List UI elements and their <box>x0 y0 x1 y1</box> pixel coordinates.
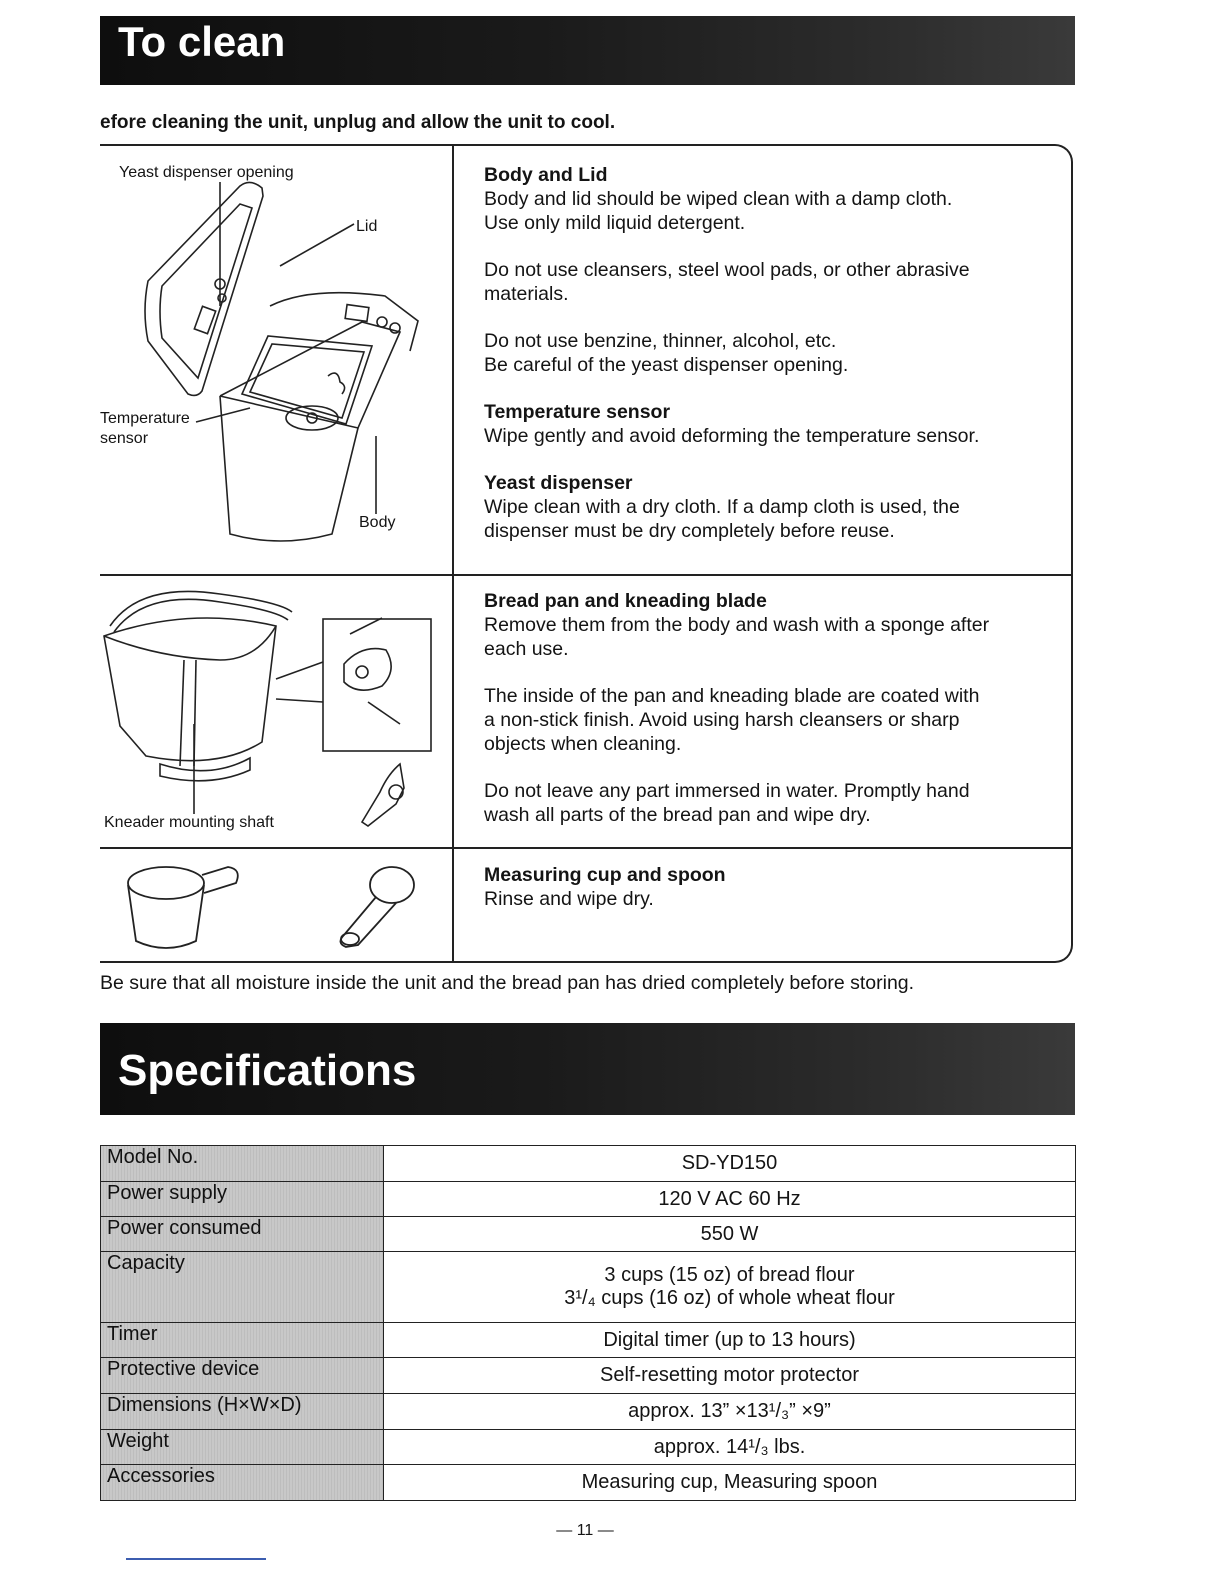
spec-label: Model No. <box>101 1146 384 1182</box>
yeast-dispenser-text: Wipe clean with a dry cloth. If a damp cloth is used, the <box>484 496 960 518</box>
capacity-wheat-flour: 3¹/₄ cups (16 oz) of whole wheat flour <box>564 1287 895 1309</box>
body-lid-text: Use only mild liquid detergent. <box>484 212 746 234</box>
cleaning-table <box>100 144 1073 963</box>
spec-row-model <box>101 1146 1076 1182</box>
body-and-lid-heading: Body and Lid <box>484 164 608 186</box>
temperature-sensor-text: Wipe gently and avoid deforming the temperature sensor. <box>484 425 980 447</box>
spec-label: Accessories <box>101 1465 384 1501</box>
spec-value: 550 W <box>384 1217 1076 1252</box>
spec-label: Protective device <box>101 1358 384 1394</box>
spec-row-capacity <box>101 1252 1076 1323</box>
specifications-table <box>100 1145 1076 1501</box>
spec-label: Weight <box>101 1430 384 1465</box>
bread-pan-text: a non-stick finish. Avoid using harsh cleansers or sharp <box>484 709 960 731</box>
body-label: Body <box>359 514 396 531</box>
bread-machine-illustration <box>100 146 452 574</box>
to-clean-banner <box>100 16 1075 85</box>
page-number: — 11 — <box>556 1522 614 1539</box>
temperature-sensor-heading: Temperature sensor <box>484 401 671 423</box>
spec-label: Capacity <box>101 1252 384 1323</box>
body-lid-text: Do not use cleansers, steel wool pads, or other abrasive <box>484 259 970 281</box>
spec-row-power-consumed <box>101 1217 1076 1252</box>
lid-label: Lid <box>356 218 378 235</box>
bread-pan-text: wash all parts of the bread pan and wipe dry. <box>484 804 871 826</box>
spec-value: approx. 13” ×13¹/₃” ×9” <box>384 1394 1076 1430</box>
spec-row-timer <box>101 1323 1076 1358</box>
yeast-dispenser-opening-label: Yeast dispenser opening <box>119 164 294 181</box>
spec-value: Digital timer (up to 13 hours) <box>384 1323 1076 1358</box>
bread-pan-text: objects when cleaning. <box>484 733 682 755</box>
bread-pan-text: Remove them from the body and wash with a sponge after <box>484 614 990 636</box>
spec-value <box>384 1252 1076 1323</box>
spec-row-weight <box>101 1430 1076 1465</box>
specifications-banner <box>100 1023 1075 1115</box>
spec-value: SD-YD150 <box>384 1146 1076 1182</box>
spec-label: Power supply <box>101 1182 384 1217</box>
measuring-cup-spoon-illustration <box>100 847 452 965</box>
body-lid-text: Body and lid should be wiped clean with a damp cloth. <box>484 188 953 210</box>
bread-pan-illustration <box>100 574 452 847</box>
storage-note: Be sure that all moisture inside the unit and the bread pan has dried completely before storing. <box>100 972 915 994</box>
spec-row-power-supply <box>101 1182 1076 1217</box>
body-lid-text: Do not use benzine, thinner, alcohol, etc. <box>484 330 837 352</box>
spec-label: Timer <box>101 1323 384 1358</box>
body-and-lid-section <box>484 163 1044 566</box>
measuring-text: Rinse and wipe dry. <box>484 888 654 910</box>
measuring-heading: Measuring cup and spoon <box>484 864 726 886</box>
spec-value: Self-resetting motor protector <box>384 1358 1076 1394</box>
body-lid-text: materials. <box>484 283 569 305</box>
column-divider <box>452 146 454 961</box>
to-clean-title: To clean <box>118 18 286 65</box>
capacity-bread-flour: 3 cups (15 oz) of bread flour <box>604 1264 855 1286</box>
bread-pan-text: The inside of the pan and kneading blade are coated with <box>484 685 980 707</box>
bread-pan-text: each use. <box>484 638 569 660</box>
body-lid-text: Be careful of the yeast dispenser opening. <box>484 354 849 376</box>
bread-pan-section <box>484 589 1044 850</box>
spec-row-protective-device <box>101 1358 1076 1394</box>
bread-pan-text: Do not leave any part immersed in water. Promptly hand <box>484 780 970 802</box>
measuring-section <box>484 863 1044 934</box>
temperature-sensor-label-line1: Temperature <box>100 410 190 427</box>
cleaning-intro: efore cleaning the unit, unplug and allow the unit to cool. <box>100 112 616 133</box>
spec-value: 120 V AC 60 Hz <box>384 1182 1076 1217</box>
yeast-dispenser-text: dispenser must be dry completely before reuse. <box>484 520 895 542</box>
spec-row-dimensions <box>101 1394 1076 1430</box>
kneader-mounting-shaft-label: Kneader mounting shaft <box>104 814 274 831</box>
footer-rule <box>126 1558 266 1560</box>
spec-row-accessories <box>101 1465 1076 1501</box>
bread-pan-heading: Bread pan and kneading blade <box>484 590 767 612</box>
temperature-sensor-label-line2: sensor <box>100 430 149 447</box>
spec-value: approx. 14¹/₃ lbs. <box>384 1430 1076 1465</box>
spec-label: Power consumed <box>101 1217 384 1252</box>
yeast-dispenser-heading: Yeast dispenser <box>484 472 633 494</box>
spec-label: Dimensions (H×W×D) <box>101 1394 384 1430</box>
spec-value: Measuring cup, Measuring spoon <box>384 1465 1076 1501</box>
specifications-title: Specifications <box>118 1046 417 1095</box>
